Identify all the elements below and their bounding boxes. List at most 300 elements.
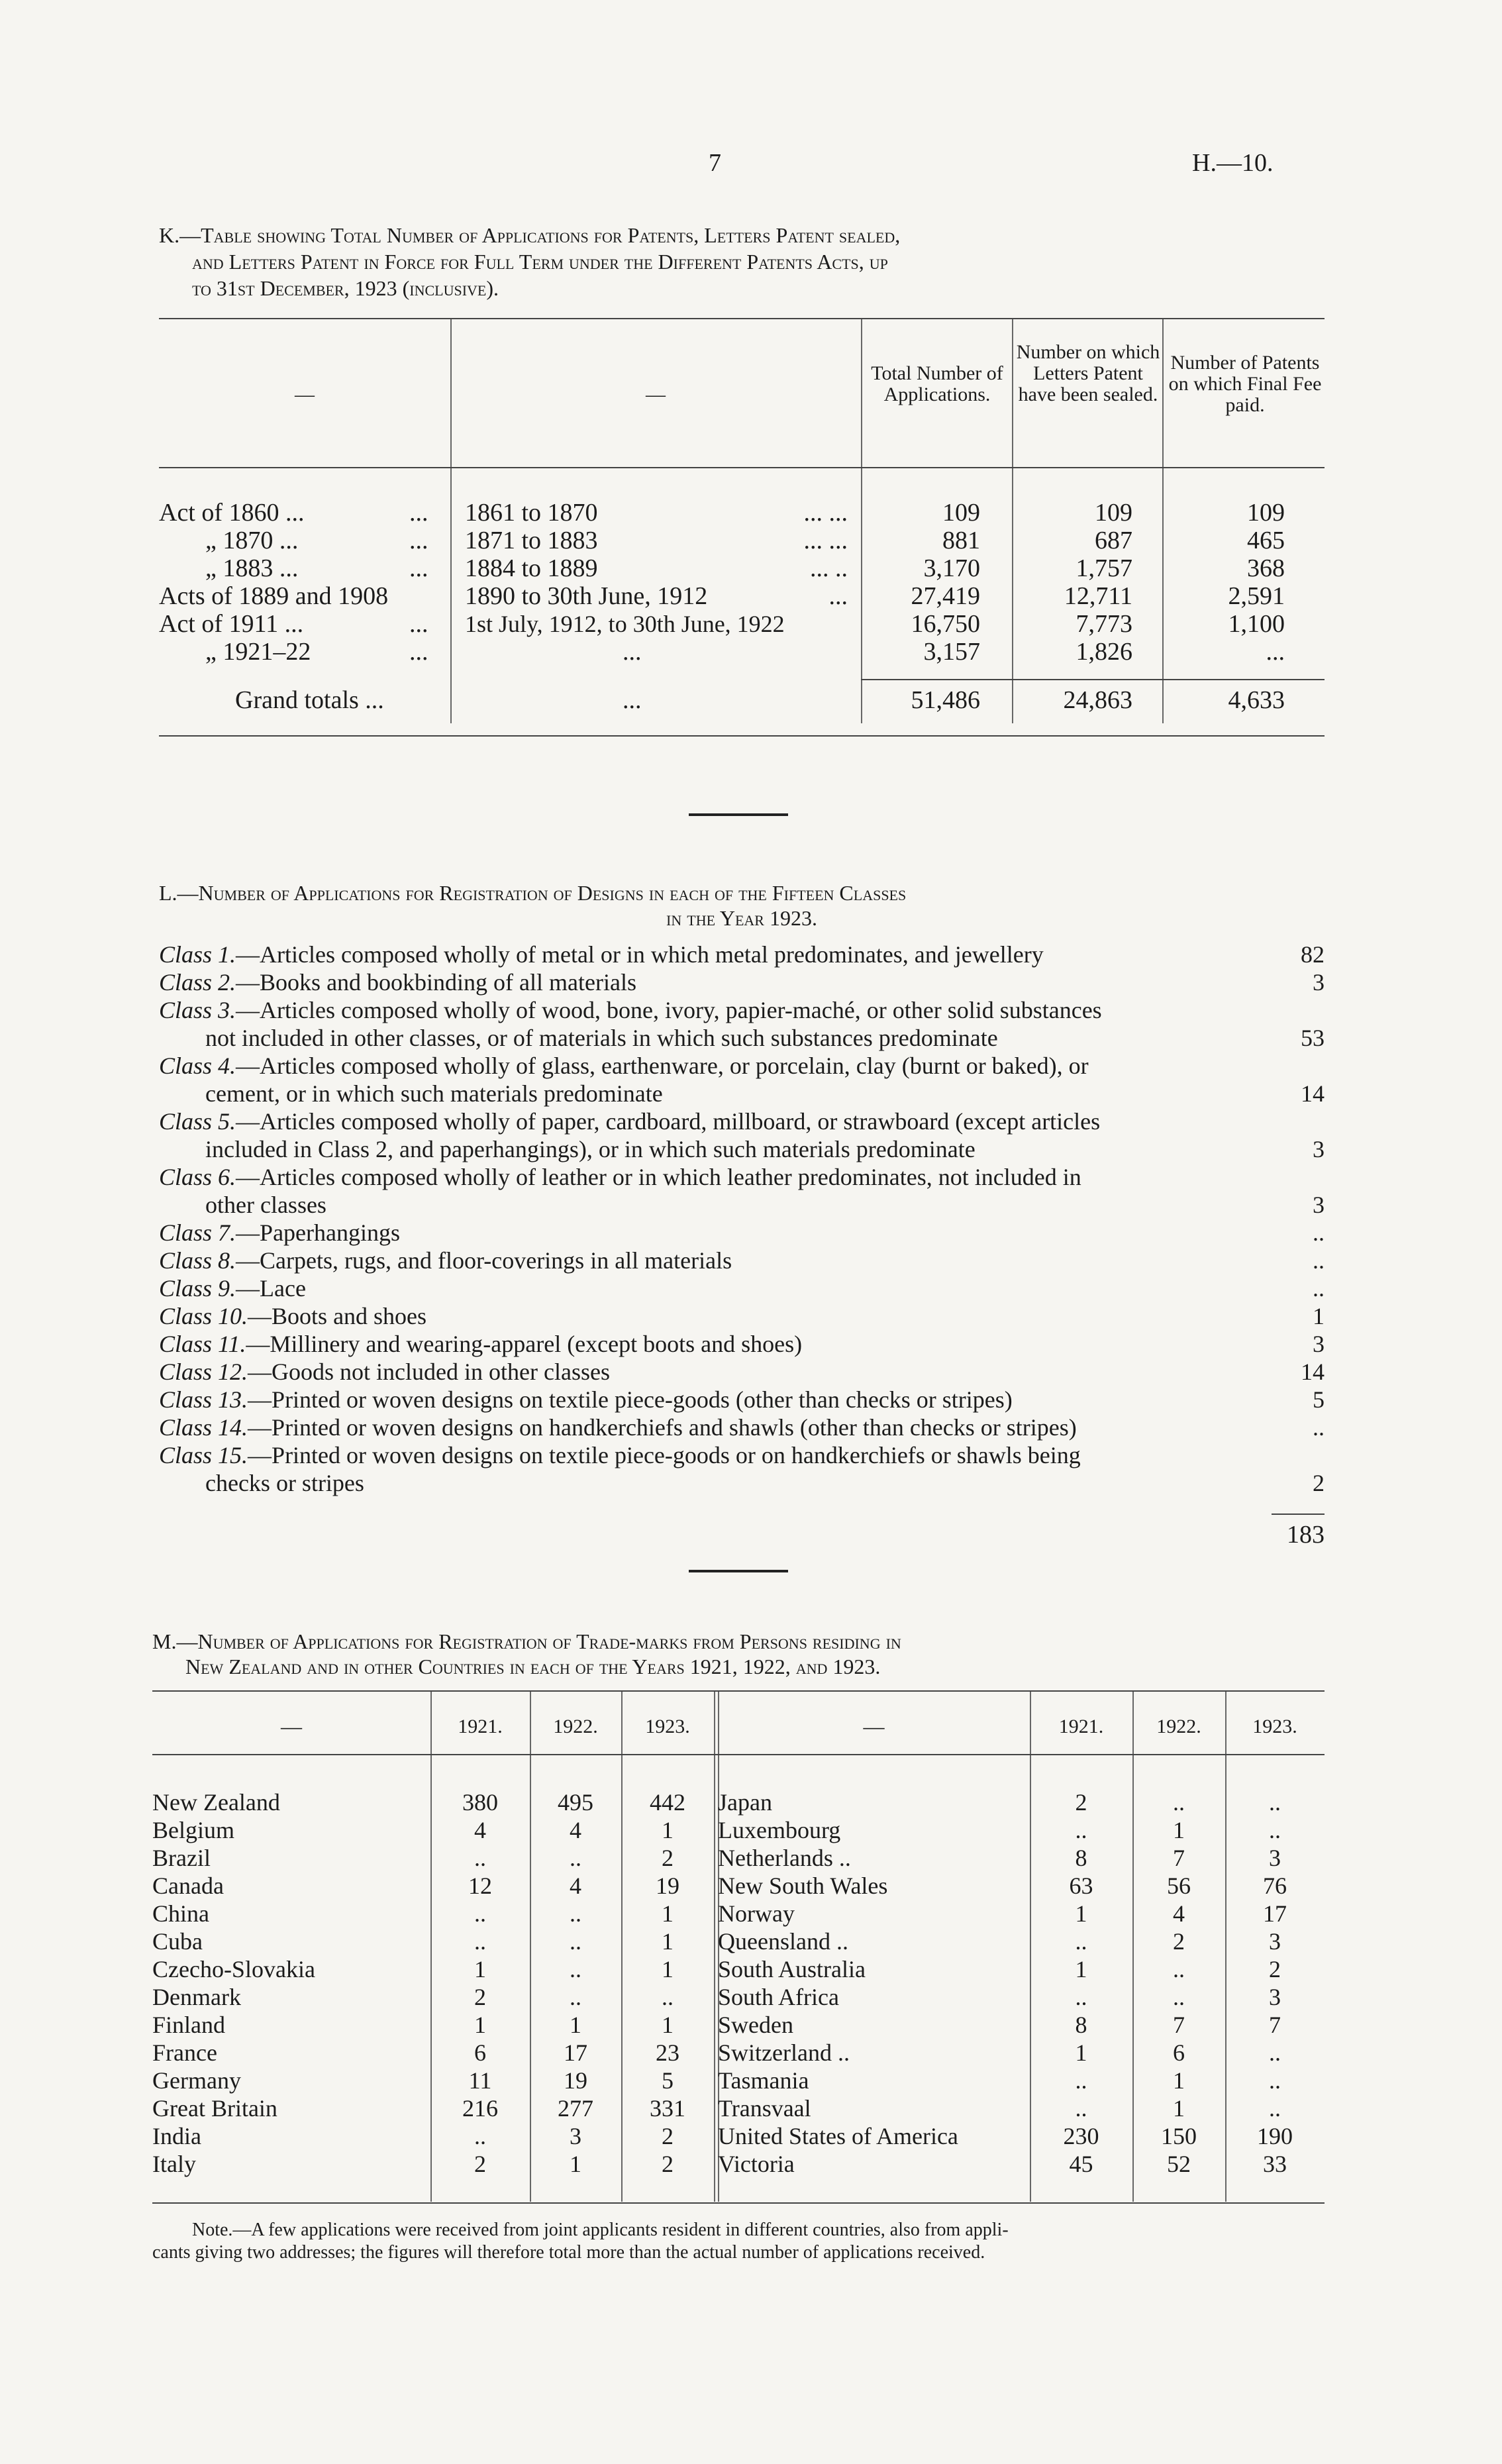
table-row	[718, 1872, 1325, 1900]
year-count-cell: ..	[1269, 2067, 1281, 2094]
design-class-count: 53	[1301, 1025, 1325, 1051]
country-cell: Brazil	[152, 1845, 211, 1871]
year-count-cell: 6	[1173, 2039, 1185, 2066]
design-class-item	[159, 1441, 1325, 1497]
year-count-cell: 495	[558, 1789, 593, 1816]
design-class-description: —Articles composed wholly of paper, cardboard, millboard, or strawboard (except articles	[236, 1108, 1101, 1135]
design-class-description: —Articles composed wholly of wood, bone, ivory, papier-maché, or other solid substances	[236, 997, 1102, 1023]
year-count-cell: 56	[1167, 1873, 1191, 1899]
country-cell: France	[152, 2039, 217, 2066]
country-cell: South Australia	[718, 1956, 866, 1982]
table-row	[152, 1983, 714, 2011]
total-cell: 881	[942, 527, 980, 554]
table-k-header-sealed: Number on which Letters Patent have been sealed.	[1016, 341, 1160, 405]
page-reference: H.—10.	[1192, 149, 1274, 177]
country-cell: Norway	[718, 1900, 795, 1927]
section-divider	[689, 813, 788, 816]
period-cell: 1884 to 1889	[465, 554, 598, 582]
table-row	[718, 1955, 1325, 1983]
design-class-description: —Books and bookbinding of all materials	[236, 969, 636, 996]
leader-dots: ... ...	[803, 527, 848, 554]
table-row	[718, 2150, 1325, 2178]
total-cell: 3,170	[923, 554, 980, 582]
sealed-cell: 687	[1095, 527, 1132, 554]
table-row	[718, 1927, 1325, 1955]
table-m-header-rule	[152, 1754, 1325, 1755]
year-count-cell: ..	[570, 1845, 581, 1871]
design-class-line	[159, 1386, 1325, 1413]
table-m-header-1921: 1921.	[1058, 1716, 1104, 1737]
country-cell: United States of America	[718, 2123, 958, 2149]
year-count-cell: ..	[1075, 2067, 1087, 2094]
table-l-total: 183	[1287, 1521, 1325, 1549]
sealed-cell: 12,711	[1064, 582, 1132, 610]
year-count-cell: 4	[570, 1873, 581, 1899]
year-count-cell: 331	[650, 2095, 685, 2122]
table-row	[718, 2094, 1325, 2122]
table-row	[718, 1844, 1325, 1872]
year-count-cell: 1	[1075, 1900, 1087, 1927]
design-class-line	[159, 1469, 1325, 1497]
year-count-cell: 442	[650, 1789, 685, 1816]
year-count-cell: 63	[1069, 1873, 1093, 1899]
year-count-cell: 17	[564, 2039, 587, 2066]
table-row	[152, 1816, 714, 1844]
year-count-cell: ..	[1269, 2039, 1281, 2066]
year-count-cell: 7	[1173, 2012, 1185, 2038]
act-cell: Acts of 1889 and 1908	[159, 582, 389, 610]
design-class-label: Class 11.	[159, 1331, 246, 1357]
final-cell: 465	[1247, 527, 1285, 554]
year-count-cell: 3	[570, 2123, 581, 2149]
design-class-description: not included in other classes, or of materials in which such substances predominate	[205, 1025, 998, 1051]
year-count-cell: ..	[570, 1956, 581, 1982]
leader-dots: ...	[409, 638, 428, 666]
country-cell: Belgium	[152, 1817, 234, 1843]
design-class-line	[159, 1219, 1325, 1247]
design-class-item	[159, 1386, 1325, 1413]
year-count-cell: 76	[1263, 1873, 1287, 1899]
design-class-line	[159, 1191, 1325, 1219]
table-m-left-body	[152, 1788, 714, 2178]
design-class-line	[159, 1107, 1325, 1135]
year-count-cell: 1	[662, 1928, 674, 1955]
table-row	[718, 1983, 1325, 2011]
year-count-cell: ..	[474, 1845, 486, 1871]
year-count-cell: 150	[1161, 2123, 1197, 2149]
country-cell: Denmark	[152, 1984, 241, 2010]
table-k-header-rule	[159, 467, 1325, 468]
country-cell: India	[152, 2123, 201, 2149]
design-class-label: Class 12.	[159, 1359, 248, 1385]
design-class-description: —Printed or woven designs on textile piece-goods (other than checks or stripes)	[248, 1386, 1013, 1413]
leader-dots: ...	[828, 582, 848, 610]
year-count-cell: 1	[570, 2151, 581, 2177]
country-cell: New Zealand	[152, 1789, 280, 1816]
design-class-count: ..	[1313, 1247, 1325, 1274]
year-count-cell: 2	[1269, 1956, 1281, 1982]
year-count-cell: 4	[474, 1817, 486, 1843]
year-count-cell: 190	[1257, 2123, 1293, 2149]
year-count-cell: 380	[462, 1789, 498, 1816]
act-cell: „ 1921–22	[205, 638, 311, 666]
final-cell: 1,100	[1228, 610, 1285, 638]
year-count-cell: 1	[1173, 2095, 1185, 2122]
design-class-description: other classes	[205, 1192, 326, 1218]
table-m-note-line1: Note.—A few applications were received from joint applicants resident in different countries, also from appli-	[192, 2220, 1009, 2240]
table-row	[159, 610, 1325, 638]
country-cell: Canada	[152, 1873, 224, 1899]
final-cell: 109	[1247, 499, 1285, 527]
leader-dots: ...	[409, 527, 428, 554]
design-class-item	[159, 968, 1325, 996]
year-count-cell: 1	[662, 1956, 674, 1982]
design-class-item	[159, 1163, 1325, 1219]
year-count-cell: 2	[662, 1845, 674, 1871]
design-class-count: 3	[1313, 1192, 1325, 1218]
design-class-label: Class 14.	[159, 1414, 248, 1441]
table-row	[152, 2067, 714, 2094]
year-count-cell: 8	[1075, 1845, 1087, 1871]
table-m-header-1923: 1923.	[645, 1716, 690, 1737]
design-class-line	[159, 1358, 1325, 1386]
sealed-cell: 7,773	[1076, 610, 1132, 638]
table-l-total-rule	[1272, 1514, 1325, 1515]
design-class-line	[159, 1135, 1325, 1163]
year-count-cell: 1	[662, 1900, 674, 1927]
table-m-header-1922: 1922.	[553, 1716, 598, 1737]
year-count-cell: 52	[1167, 2151, 1191, 2177]
design-class-count: 82	[1301, 941, 1325, 968]
design-class-item	[159, 1107, 1325, 1163]
year-count-cell: ..	[1173, 1956, 1185, 1982]
leader-dots: ... ..	[810, 554, 848, 582]
year-count-cell: ..	[474, 1928, 486, 1955]
year-count-cell: 1	[662, 2012, 674, 2038]
table-row	[718, 1816, 1325, 1844]
table-k-grand-total-row	[159, 686, 1325, 715]
year-count-cell: ..	[662, 1984, 674, 2010]
year-count-cell: 3	[1269, 1984, 1281, 2010]
table-row	[718, 2039, 1325, 2067]
country-cell: Netherlands ..	[718, 1845, 851, 1871]
design-class-line	[159, 996, 1325, 1024]
year-count-cell: 1	[570, 2012, 581, 2038]
country-cell: Sweden	[718, 2012, 793, 2038]
year-count-cell: 230	[1063, 2123, 1099, 2149]
table-row	[718, 1900, 1325, 1927]
table-k-total-rule	[861, 679, 1325, 680]
design-class-item	[159, 996, 1325, 1052]
grand-totals-label: Grand totals ...	[235, 686, 384, 714]
table-row	[159, 499, 1325, 527]
table-k-title-line2: and Letters Patent in Force for Full Term under the Different Patents Acts, up	[192, 250, 888, 274]
year-count-cell: 5	[662, 2067, 674, 2094]
table-row	[159, 638, 1325, 666]
period-cell: 1st July, 1912, to 30th June, 1922	[465, 611, 785, 637]
table-k-body	[159, 499, 1325, 666]
year-count-cell: 2	[474, 1984, 486, 2010]
table-m-bottom-rule	[152, 2202, 1325, 2204]
year-count-cell: 3	[1269, 1845, 1281, 1871]
table-k-header-total: Total Number of Applications.	[871, 362, 1003, 405]
year-count-cell: 7	[1269, 2012, 1281, 2038]
table-row	[718, 2122, 1325, 2150]
design-class-count: 3	[1313, 1331, 1325, 1357]
table-m-right-body	[718, 1788, 1325, 2178]
sealed-cell: 1,826	[1076, 638, 1132, 666]
design-class-item	[159, 1274, 1325, 1302]
final-cell: ...	[1266, 638, 1285, 666]
design-class-line	[159, 1302, 1325, 1330]
year-count-cell: 45	[1069, 2151, 1093, 2177]
design-class-count: 14	[1301, 1080, 1325, 1107]
year-count-cell: 1	[474, 1956, 486, 1982]
design-class-label: Class 8.	[159, 1247, 236, 1274]
year-count-cell: ..	[1269, 2095, 1281, 2122]
table-m-col-divider	[714, 1692, 715, 2202]
year-count-cell: 17	[1263, 1900, 1287, 1927]
table-row	[152, 2150, 714, 2178]
country-cell: Italy	[152, 2151, 196, 2177]
design-class-count: 3	[1313, 969, 1325, 996]
design-class-count: 3	[1313, 1136, 1325, 1162]
table-m-title-line2: New Zealand and in other Countries in each of the Years 1921, 1922, and 1923.	[185, 1655, 881, 1678]
table-m-header-1921: 1921.	[458, 1716, 503, 1737]
design-class-label: Class 2.	[159, 969, 236, 996]
table-k-header-final: Number of Patents on which Final Fee paid.	[1168, 352, 1322, 416]
total-cell: 3,157	[923, 638, 980, 666]
total-cell: 16,750	[911, 610, 980, 638]
table-row	[152, 2039, 714, 2067]
design-class-count: 5	[1313, 1386, 1325, 1413]
year-count-cell: ..	[1173, 1789, 1185, 1816]
table-k-top-rule	[159, 318, 1325, 319]
country-cell: Cuba	[152, 1928, 203, 1955]
country-cell: Czecho-Slovakia	[152, 1956, 315, 1982]
sealed-cell: 109	[1095, 499, 1132, 527]
design-class-count: 1	[1313, 1303, 1325, 1329]
design-class-label: Class 3.	[159, 997, 236, 1023]
design-class-count: 2	[1313, 1470, 1325, 1496]
table-row	[159, 582, 1325, 610]
year-count-cell: 4	[570, 1817, 581, 1843]
table-row	[718, 1788, 1325, 1816]
design-class-description: —Paperhangings	[236, 1219, 401, 1246]
leader-dots: ...	[409, 554, 428, 582]
design-class-count: ..	[1313, 1414, 1325, 1441]
design-class-description: —Lace	[236, 1275, 306, 1302]
table-k-header-blank: —	[646, 384, 666, 405]
design-class-description: —Goods not included in other classes	[248, 1359, 610, 1385]
design-class-description: included in Class 2, and paperhangings), or in which such materials predominate	[205, 1136, 976, 1162]
year-count-cell: 277	[558, 2095, 593, 2122]
year-count-cell: 1	[1075, 1956, 1087, 1982]
year-count-cell: 1	[1173, 2067, 1185, 2094]
table-m-header-blank: —	[281, 1714, 302, 1738]
act-cell: „ 1883 ...	[205, 554, 299, 582]
design-class-description: checks or stripes	[205, 1470, 364, 1496]
year-count-cell: 33	[1263, 2151, 1287, 2177]
design-class-label: Class 9.	[159, 1275, 236, 1302]
country-cell: Victoria	[718, 2151, 795, 2177]
country-cell: China	[152, 1900, 209, 1927]
design-class-item	[159, 1358, 1325, 1386]
year-count-cell: 12	[468, 1873, 492, 1899]
design-class-description: —Articles composed wholly of glass, earthenware, or porcelain, clay (burnt or baked), or	[236, 1052, 1089, 1079]
country-cell: Great Britain	[152, 2095, 277, 2122]
country-cell: Finland	[152, 2012, 226, 2038]
year-count-cell: 23	[656, 2039, 679, 2066]
design-class-line	[159, 1247, 1325, 1274]
design-class-description: —Printed or woven designs on textile piece-goods or on handkerchiefs or shawls being	[248, 1442, 1081, 1468]
act-cell: Act of 1911 ...	[159, 610, 304, 638]
table-row	[152, 1955, 714, 1983]
year-count-cell: 19	[656, 1873, 679, 1899]
leader-dots: ...	[409, 499, 428, 527]
table-row	[718, 2011, 1325, 2039]
year-count-cell: 11	[468, 2067, 492, 2094]
year-count-cell: 2	[1075, 1789, 1087, 1816]
table-m-header-1923: 1923.	[1252, 1716, 1297, 1737]
year-count-cell: ..	[1075, 1984, 1087, 2010]
page-number: 7	[709, 149, 721, 177]
year-count-cell: 7	[1173, 1845, 1185, 1871]
leader-dots: ... ...	[803, 499, 848, 527]
table-row	[152, 1788, 714, 1816]
sealed-cell: 1,757	[1076, 554, 1132, 582]
design-classes-list	[159, 941, 1325, 1497]
country-cell: New South Wales	[718, 1873, 888, 1899]
design-class-count: ..	[1313, 1275, 1325, 1302]
year-count-cell: ..	[1269, 1817, 1281, 1843]
design-class-description: —Carpets, rugs, and floor-coverings in all materials	[236, 1247, 732, 1274]
year-count-cell: ..	[474, 1900, 486, 1927]
design-class-label: Class 7.	[159, 1219, 236, 1246]
design-class-line	[159, 1413, 1325, 1441]
act-cell: „ 1870 ...	[205, 527, 299, 554]
year-count-cell: 3	[1269, 1928, 1281, 1955]
table-m-title-line1: M.—Number of Applications for Registration of Trade-marks from Persons residing in	[152, 1629, 901, 1653]
table-l-title-line2: in the Year 1923.	[666, 906, 817, 930]
final-cell: 368	[1247, 554, 1285, 582]
design-class-item	[159, 1219, 1325, 1247]
design-class-label: Class 1.	[159, 941, 236, 968]
country-cell: Japan	[718, 1789, 772, 1816]
grand-final-cell: 4,633	[1228, 686, 1285, 714]
design-class-description: —Boots and shoes	[248, 1303, 427, 1329]
year-count-cell: 6	[474, 2039, 486, 2066]
table-m-header-1922: 1922.	[1156, 1716, 1201, 1737]
design-class-label: Class 15.	[159, 1442, 248, 1468]
design-class-line	[159, 941, 1325, 968]
period-cell: 1861 to 1870	[465, 499, 598, 527]
table-row	[718, 2067, 1325, 2094]
year-count-cell: 1	[1075, 2039, 1087, 2066]
year-count-cell: ..	[474, 2123, 486, 2149]
table-k-header-blank: —	[295, 384, 315, 405]
grand-total-cell: 51,486	[911, 686, 980, 714]
year-count-cell: ..	[1269, 1789, 1281, 1816]
year-count-cell: ..	[570, 1928, 581, 1955]
country-cell: Transvaal	[718, 2095, 811, 2122]
year-count-cell: 2	[662, 2123, 674, 2149]
year-count-cell: 1	[474, 2012, 486, 2038]
period-cell: ...	[623, 638, 642, 666]
table-row	[152, 2122, 714, 2150]
design-class-item	[159, 1052, 1325, 1107]
year-count-cell: 19	[564, 2067, 587, 2094]
table-row	[159, 527, 1325, 554]
final-cell: 2,591	[1228, 582, 1285, 610]
total-cell: 109	[942, 499, 980, 527]
act-cell: Act of 1860 ...	[159, 499, 305, 527]
table-row	[152, 1844, 714, 1872]
design-class-description: —Articles composed wholly of metal or in which metal predominates, and jewellery	[236, 941, 1044, 968]
year-count-cell: 8	[1075, 2012, 1087, 2038]
year-count-cell: 216	[462, 2095, 498, 2122]
design-class-description: —Printed or woven designs on handkerchiefs and shawls (other than checks or stripes)	[248, 1414, 1077, 1441]
country-cell: South Africa	[718, 1984, 839, 2010]
table-row	[152, 1900, 714, 1927]
design-class-item	[159, 1330, 1325, 1358]
design-class-item	[159, 941, 1325, 968]
period-cell: 1890 to 30th June, 1912	[465, 582, 708, 610]
year-count-cell: 2	[662, 2151, 674, 2177]
table-k-title-line3: to 31st December, 1923 (inclusive).	[192, 276, 499, 300]
total-cell: 27,419	[911, 582, 980, 610]
year-count-cell: 4	[1173, 1900, 1185, 1927]
leader-dots: ...	[409, 610, 428, 638]
section-divider	[689, 1570, 788, 1572]
year-count-cell: ..	[570, 1984, 581, 2010]
year-count-cell: ..	[1173, 1984, 1185, 2010]
year-count-cell: ..	[570, 1900, 581, 1927]
design-class-count: ..	[1313, 1219, 1325, 1246]
year-count-cell: ..	[1075, 1928, 1087, 1955]
table-row	[159, 554, 1325, 582]
table-m-note-line2: cants giving two addresses; the figures will therefore total more than the actual number of applications received.	[152, 2242, 985, 2263]
table-l-title-line1: L.—Number of Applications for Registration of Designs in each of the Fifteen Classes	[159, 881, 907, 905]
design-class-item	[159, 1413, 1325, 1441]
table-m-header-blank: —	[863, 1714, 885, 1738]
design-class-label: Class 13.	[159, 1386, 248, 1413]
design-class-label: Class 5.	[159, 1108, 236, 1135]
design-class-label: Class 6.	[159, 1164, 236, 1190]
design-class-line	[159, 1163, 1325, 1191]
year-count-cell: 1	[1173, 1817, 1185, 1843]
country-cell: Luxembourg	[718, 1817, 841, 1843]
design-class-description: cement, or in which such materials predominate	[205, 1080, 663, 1107]
design-class-line	[159, 968, 1325, 996]
table-k-title-line1: K.—Table showing Total Number of Applications for Patents, Letters Patent sealed,	[159, 223, 901, 247]
country-cell: Germany	[152, 2067, 241, 2094]
design-class-description: —Articles composed wholly of leather or in which leather predominates, not included in	[236, 1164, 1081, 1190]
table-row	[152, 2011, 714, 2039]
table-k-bottom-rule	[159, 735, 1325, 737]
leader-dots: ...	[623, 686, 642, 714]
year-count-cell: ..	[1075, 1817, 1087, 1843]
country-cell: Queensland ..	[718, 1928, 848, 1955]
grand-sealed-cell: 24,863	[1063, 686, 1132, 714]
table-row	[152, 1872, 714, 1900]
design-class-count: 14	[1301, 1359, 1325, 1385]
table-row	[152, 2094, 714, 2122]
table-row	[152, 1927, 714, 1955]
table-m-top-rule	[152, 1690, 1325, 1692]
design-class-item	[159, 1247, 1325, 1274]
year-count-cell: 2	[474, 2151, 486, 2177]
